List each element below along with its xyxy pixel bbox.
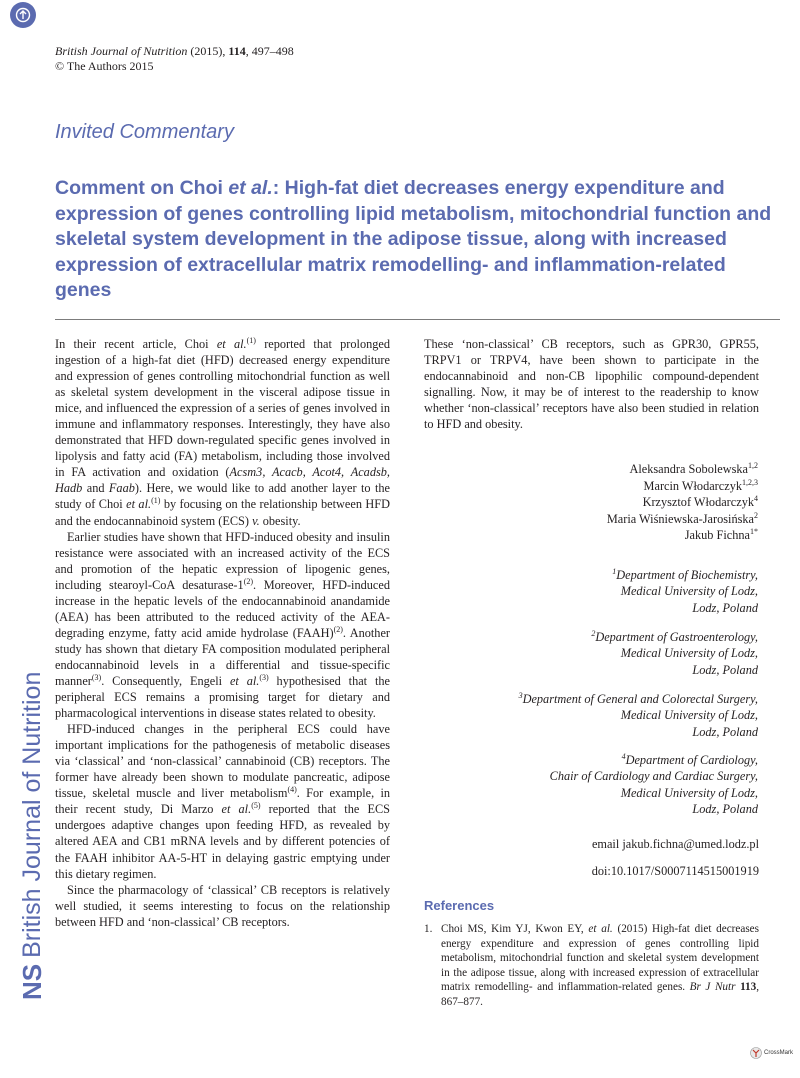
title-etal: et al. xyxy=(228,177,273,199)
affiliation: $^3$Department of General and Colorectal Surgery, Medical University of Lodz, Lodz, Poland xyxy=(518,691,758,739)
journal-sidebar xyxy=(12,671,52,1000)
paragraph-3: HFD-induced changes in the peripheral ECS could have important implications for the pathogenesis of metabolic diseases via ‘classical’ and ‘non-classical’ cannabinoid (CB) receptors. The former have already been shown to modulate pancreatic, adipose tissue, skeletal muscle and liver metabolism$^{(4)}$. For example, in their recent study, Di Marzo et al.$^{(5)}$ reported that the ECS undergoes adaptive changes upon feeding HFD, as revealed by altered AEA and CB1 mRNA levels and by different potencies of the FAAH inhibitor AA-5-HT in delaying gastric emptying under this dietary regimen. xyxy=(55,722,391,881)
citation-link[interactable]: (3) xyxy=(259,672,269,682)
crossmark-badge[interactable] xyxy=(750,1047,793,1059)
affiliation: $^1$Department of Biochemistry, Medical University of Lodz, Lodz, Poland xyxy=(612,567,758,615)
open-access-icon xyxy=(10,2,36,28)
corresponding-email[interactable]: email jakub.fichna@umed.lodz.pl xyxy=(591,837,759,851)
paragraph-4: Since the pharmacology of ‘classical’ CB receptors is relatively well studied, it seems interesting to focus on the relationship between HFD and ‘non-classical’ CB receptors. xyxy=(55,882,390,929)
paragraph-5: These ‘non-classical’ CB receptors, such as GPR30, GPR55, TRPV1 or TRPV4, have been shown to participate in the endocannabinoid and non-CB lipophilic compound-dependent signalling. Now, it may be of interest to the readership to know whether ‘non-classical’ receptors have also been studied in relation to HFD and obesity. xyxy=(424,337,759,432)
crossmark-label: CrossMark xyxy=(764,1050,794,1056)
author: Aleksandra Sobolewska$^{1,2}$ xyxy=(629,461,758,476)
citation-year: (2015), xyxy=(190,44,226,58)
title-rest: : High-fat diet decreases energy expenditure and expression of genes controlling lipid metabolism, mitochondrial function and skeletal system development in the adipose tissue, along with increased expression of extracellular matrix remodelling- and inflammation-related genes xyxy=(55,177,772,301)
author-list xyxy=(500,461,758,544)
sidebar-journal-name: British Journal of Nutrition xyxy=(17,671,46,958)
reference-number: 1. xyxy=(424,923,433,935)
author: Jakub Fichna$^{1*}$ xyxy=(684,527,758,542)
citation-link[interactable]: (3) xyxy=(91,672,102,682)
running-header xyxy=(55,44,294,74)
citation-link[interactable]: (2) xyxy=(243,576,254,586)
paragraph-2: Earlier studies have shown that HFD-induced obesity and insulin resistance were associated with an increased activity of the ECS and promotion of the hepatic expression of lipogenic genes, including stearoyl-CoA desaturase-1$^{(2)}$. Moreover, HFD-induced increase in the hepatic levels of the endocannabinoid anandamide (AEA) has been attributed to the reduced activity of the AEA-degrading enzyme, fatty acid amide hydrolase (FAAH)$^{(2)}$. Another study has shown that dietary FA composition modulated peripheral endocannabinoid levels in a differential and tissue-specific manner$^{(3)}$. Consequently, Engeli et al.$^{(3)}$ hypothesised that the peripheral ECS remains a promising target for dietary and pharmacological interventions in disease states related to obesity. xyxy=(55,529,390,721)
pages: , 497–498 xyxy=(245,44,294,58)
author: Marcin Włodarczyk$^{1,2,3}$ xyxy=(643,477,758,493)
title-divider xyxy=(55,319,780,320)
title-prefix: Comment on Choi xyxy=(55,177,229,199)
journal-name: British Journal of Nutrition xyxy=(55,44,188,58)
article-type: Invited Commentary xyxy=(55,121,234,143)
left-column xyxy=(55,336,390,930)
citation-link[interactable]: (5) xyxy=(251,801,261,811)
citation-link[interactable]: (2) xyxy=(333,624,343,634)
paragraph-1: In their recent article, Choi et al.$^{(1)}$ reported that prolonged ingestion of a high-fat diet (HFD) decreased energy expenditure and expression of genes controlling mitochondrial function as well as skeletal system development in the visceral adipose tissue in mice, and influenced the expression of a series of genes involved in immune and inflammatory responses. Interestingly, they have also demonstrated that HFD down-regulated specific genes involved in lipolysis and fatty acid (FA) metabolism, including those involved in FA activation and oxidation (Acsm3, Acacb, Acot4, Acadsb, Hadb and Faab). Here, we would like to add another layer to the study of Choi et al.$^{(1)}$ by focusing on the relationship between HFD and the endocannabinoid system (ECS) v. obesity. xyxy=(55,336,391,528)
affiliation: $^2$Department of Gastroenterology, Medical University of Lodz, Lodz, Poland xyxy=(591,629,758,677)
author: Krzysztof Włodarczyk$^4$ xyxy=(642,494,758,509)
right-column xyxy=(424,336,759,432)
journal-logo: NS xyxy=(16,963,47,1000)
reference-item: 1. Choi MS, Kim YJ, Kwon EY, et al. (2015) High-fat diet decreases energy expenditure and expression of genes controlling lipid metabolism, mitochondrial function and skeletal system development in the adipose tissue, along with increased expression of extracellular matrix remodelling- and inflammation-related genes. Br J Nutr 113, 867–877. xyxy=(424,923,760,1008)
article-title xyxy=(55,176,780,304)
citation-link[interactable]: (1) xyxy=(151,496,161,506)
copyright: © The Authors 2015 xyxy=(55,59,154,73)
citation-link[interactable]: (1) xyxy=(246,336,256,345)
citation-link[interactable]: (4) xyxy=(287,785,297,795)
volume: 114 xyxy=(228,44,246,58)
doi-link[interactable]: doi:10.1017/S0007114515001919 xyxy=(591,864,759,878)
crossmark-icon xyxy=(750,1047,762,1059)
references-heading: References xyxy=(424,898,495,913)
author: Maria Wiśniewska-Jarosińska$^2$ xyxy=(606,510,758,526)
affiliation: $^4$Department of Cardiology, Chair of Cardiology and Cardiac Surgery, Medical University of Lodz, Lodz, Poland xyxy=(549,752,758,816)
